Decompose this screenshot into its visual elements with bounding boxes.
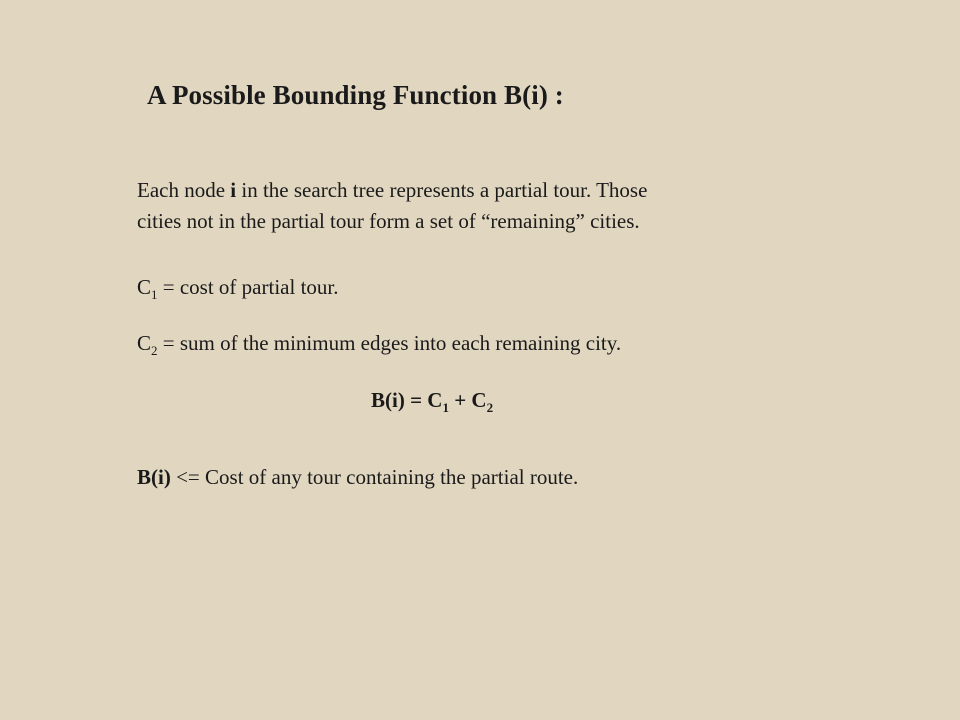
inequality-lhs: B(i) (137, 465, 171, 489)
paragraph-line-1-start: Each node (137, 178, 231, 202)
c1-definition (137, 275, 339, 300)
paragraph-line-2: cities not in the partial tour form a set of “remaining” cities. (137, 209, 640, 233)
c2-definition (137, 331, 621, 356)
c2-subscript: 2 (151, 343, 158, 358)
paragraph-line-1 (137, 175, 837, 206)
c2-symbol: C (137, 331, 152, 355)
c1-subscript: 1 (151, 287, 158, 302)
node-description-paragraph (137, 175, 837, 237)
slide-title: A Possible Bounding Function B(i) : (147, 80, 564, 110)
formula-subscript-2: 2 (486, 400, 494, 415)
inequality-text: <= Cost of any tour containing the partial route. (170, 465, 579, 489)
paragraph-line-1-end: in the search tree represents a partial tour. Those (236, 178, 648, 202)
c2-text: = sum of the minimum edges into each remaining city. (157, 331, 622, 355)
c1-text: = cost of partial tour. (157, 275, 339, 299)
node-variable: i (230, 178, 237, 202)
formula-lhs: B(i) = C (371, 388, 443, 412)
formula-subscript-1: 1 (442, 400, 449, 415)
bound-inequality (137, 465, 578, 490)
bounding-formula (371, 388, 493, 413)
c1-symbol: C (137, 275, 152, 299)
formula-plus: + C (448, 388, 487, 412)
